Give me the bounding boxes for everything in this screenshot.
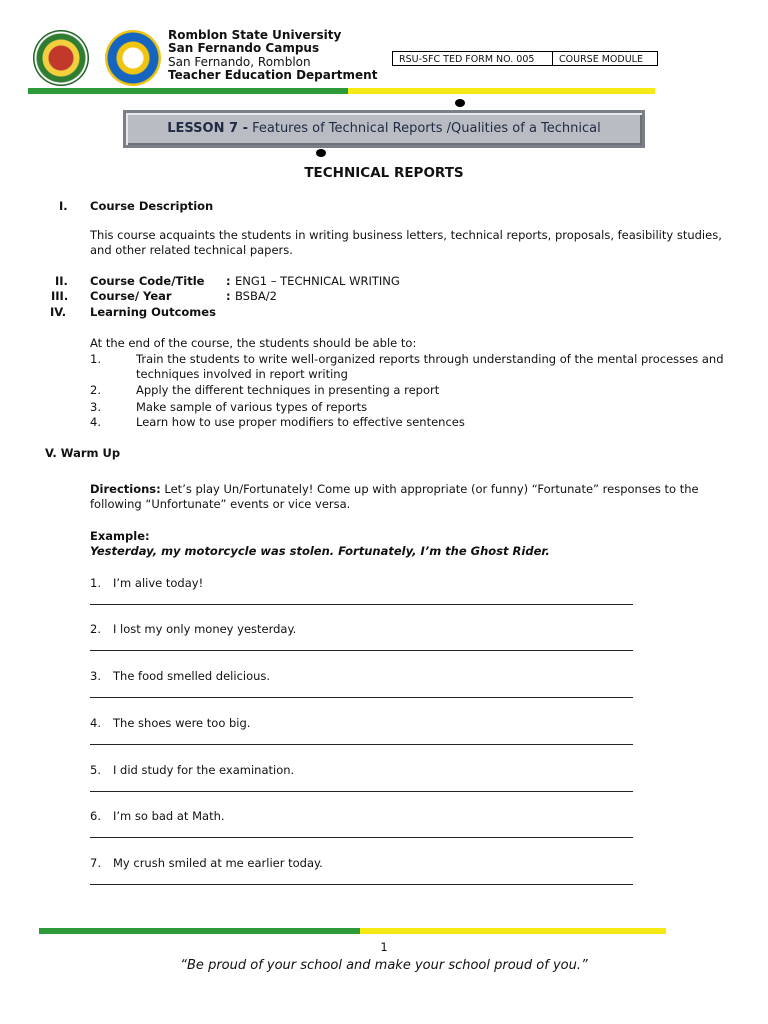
page-number: 1: [380, 940, 388, 954]
warm-up-item-text: I’m so bad at Math.: [113, 809, 225, 823]
warm-up-item-number: 7.: [90, 856, 101, 870]
directions-text: Let’s play Un/Fortunately! Come up with appropriate (or funny) “Fortunate” responses to the following “Unfortunate” events or vice versa.: [90, 482, 699, 511]
page-title: TECHNICAL REPORTS: [304, 165, 464, 181]
banner-bottom-dot: [316, 149, 326, 157]
warm-up-item-text: The food smelled delicious.: [113, 669, 271, 683]
outcome-text: Make sample of various types of reports: [136, 400, 368, 414]
lesson-banner: [123, 110, 645, 148]
warm-up-item-text: I lost my only money yesterday.: [113, 622, 297, 636]
university-seal-logo: [33, 30, 89, 86]
section-numeral: IV.: [50, 305, 67, 319]
outcome-number: 1.: [90, 352, 101, 366]
warm-up-item-text: The shoes were too big.: [113, 716, 251, 730]
warm-up-item-text: My crush smiled at me earlier today.: [113, 856, 323, 870]
banner-top-dot: [455, 99, 465, 107]
answer-line[interactable]: [90, 837, 633, 838]
campus-location: San Fernando, Romblon: [168, 55, 311, 69]
course-description-text: This course acquaints the students in writing business letters, technical reports, proposals, feasibility studies, and other related technical papers.: [90, 228, 722, 257]
example-text: Yesterday, my motorcycle was stolen. Fortunately, I’m the Ghost Rider.: [90, 544, 550, 558]
answer-line[interactable]: [90, 697, 633, 698]
campus-name: San Fernando Campus: [168, 41, 320, 55]
outcome-number: 4.: [90, 415, 101, 429]
warm-up-item-number: 6.: [90, 809, 101, 823]
warm-up-item-text: I’m alive today!: [113, 576, 204, 590]
footer-green-bar: [39, 928, 360, 934]
example-label: Example:: [90, 529, 150, 543]
answer-line[interactable]: [90, 791, 633, 792]
course-code-label: Course Code/Title: [90, 274, 205, 288]
warm-up-item-text: I did study for the examination.: [113, 763, 295, 777]
university-name: Romblon State University: [168, 28, 342, 42]
warm-up-item-number: 3.: [90, 669, 101, 683]
outcome-number: 3.: [90, 400, 101, 414]
warm-up-item-number: 5.: [90, 763, 101, 777]
outcome-text: Learn how to use proper modifiers to effective sentences: [136, 415, 465, 429]
course-description-heading: Course Description: [90, 199, 214, 213]
warm-up-heading: V. Warm Up: [45, 446, 121, 460]
directions-label: Directions:: [90, 482, 161, 496]
course-code-colon: :: [226, 274, 231, 288]
warm-up-item-number: 1.: [90, 576, 101, 590]
footer-yellow-bar: [360, 928, 666, 934]
section-numeral: I.: [59, 199, 68, 213]
course-code-value: ENG1 – TECHNICAL WRITING: [235, 274, 400, 288]
warm-up-item-number: 4.: [90, 716, 101, 730]
form-number-box: RSU-SFC TED FORM NO. 005: [392, 51, 553, 66]
section-numeral: II.: [55, 274, 68, 288]
course-year-colon: :: [226, 289, 231, 303]
answer-line[interactable]: [90, 604, 633, 605]
answer-line[interactable]: [90, 744, 633, 745]
lesson-title: Features of Technical Reports /Qualities of a Technical: [252, 121, 601, 136]
learning-outcomes-intro: At the end of the course, the students should be able to:: [90, 336, 417, 350]
learning-outcomes-heading: Learning Outcomes: [90, 305, 216, 319]
department-seal-logo: [105, 30, 161, 86]
department-name: Teacher Education Department: [168, 68, 378, 82]
course-year-value: BSBA/2: [235, 289, 277, 303]
header-yellow-bar: [348, 88, 655, 94]
footer-quote: “Be proud of your school and make your school proud of you.”: [180, 958, 588, 973]
answer-line[interactable]: [90, 650, 633, 651]
course-module-box: COURSE MODULE: [552, 51, 658, 66]
section-numeral: III.: [51, 289, 69, 303]
outcome-text: Train the students to write well-organized reports through understanding of the mental processes and techniques involved in report writing: [136, 352, 724, 381]
outcome-text: Apply the different techniques in presenting a report: [136, 383, 440, 397]
outcome-number: 2.: [90, 383, 101, 397]
lesson-number: LESSON 7 -: [167, 121, 248, 136]
course-year-label: Course/ Year: [90, 289, 172, 303]
warm-up-item-number: 2.: [90, 622, 101, 636]
answer-line[interactable]: [90, 884, 633, 885]
warm-up-directions: [90, 482, 730, 512]
header-green-bar: [28, 88, 348, 94]
